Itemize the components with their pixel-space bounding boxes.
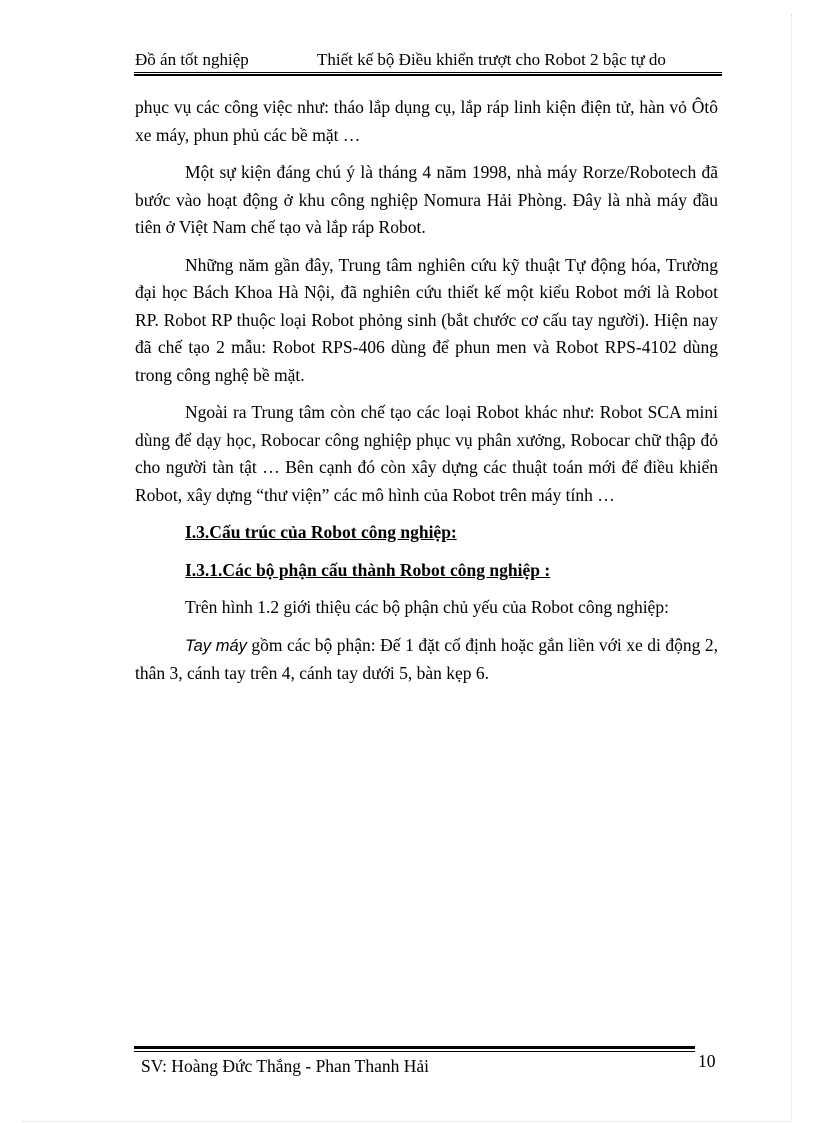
subsection-heading: I.3.1.Các bộ phận cấu thành Robot công nghiệp :	[185, 559, 551, 580]
paragraph-rorze-robotech: Một sự kiện đáng chú ý là tháng 4 năm 1998, nhà máy Rorze/Robotech đã bước vào hoạt động ở khu công nghiệp Nomura Hải Phòng. Đây là nhà máy đầu tiên ở Việt Nam chế tạo và lắp ráp Robot.	[135, 162, 718, 237]
page-number: 10	[698, 1051, 716, 1071]
paragraph-continuation: phục vụ các công việc như: tháo lắp dụng cụ, lắp ráp linh kiện điện tử, hàn vỏ Ôtô xe máy, phun phủ các bề mặt …	[135, 97, 718, 145]
paragraph-other-robots: Ngoài ra Trung tâm còn chế tạo các loại Robot khác như: Robot SCA mini dùng để dạy học, Robocar công nghiệp phục vụ phân xưởng, Robocar chữ thập đỏ cho người tàn tật … Bên cạnh đó còn xây dựng các thuật toán mới để điều khiển Robot, xây dựng “thư viện” các mô hình của Robot trên máy tính …	[135, 402, 718, 505]
header-rule-thick	[134, 74, 722, 76]
term-tay-may: Tay máy	[185, 636, 247, 655]
paragraph-tay-may-text: gồm các bộ phận: Đế 1 đặt cố định hoặc gắn liền với xe di động 2, thân 3, cánh tay trên 4, cánh tay dưới 5, bàn kẹp 6.	[135, 634, 718, 683]
header-left-text: Đồ án tốt nghiệp	[135, 50, 249, 69]
header-right-text: Thiết kế bộ Điều khiển trượt cho Robot 2 bậc tự do	[317, 50, 666, 69]
footer-rule	[134, 1051, 695, 1052]
page-header	[134, 49, 722, 73]
footer-rule-thick	[134, 1046, 695, 1049]
paragraph-tay-may	[135, 632, 718, 688]
paragraph-robot-rp: Những năm gần đây, Trung tâm nghiên cứu kỹ thuật Tự động hóa, Trường đại học Bách Khoa Hà Nội, đã nghiên cứu thiết kế một kiểu Robot mới là Robot RP. Robot RP thuộc loại Robot phỏng sinh (bắt chước cơ cấu tay người). Hiện nay đã chế tạo 2 mẫu: Robot RPS-406 dùng để phun men và Robot RPS-4102 dùng trong công nghệ bề mặt.	[135, 254, 718, 385]
paragraph-figure-intro: Trên hình 1.2 giới thiệu các bộ phận chủ yếu của Robot công nghiệp:	[185, 597, 669, 617]
header-rule	[134, 72, 722, 73]
footer-authors: SV: Hoàng Đức Thắng - Phan Thanh Hải	[141, 1056, 429, 1076]
page-body	[135, 94, 718, 698]
section-heading: I.3.Cấu trúc của Robot công nghiệp:	[185, 522, 457, 542]
